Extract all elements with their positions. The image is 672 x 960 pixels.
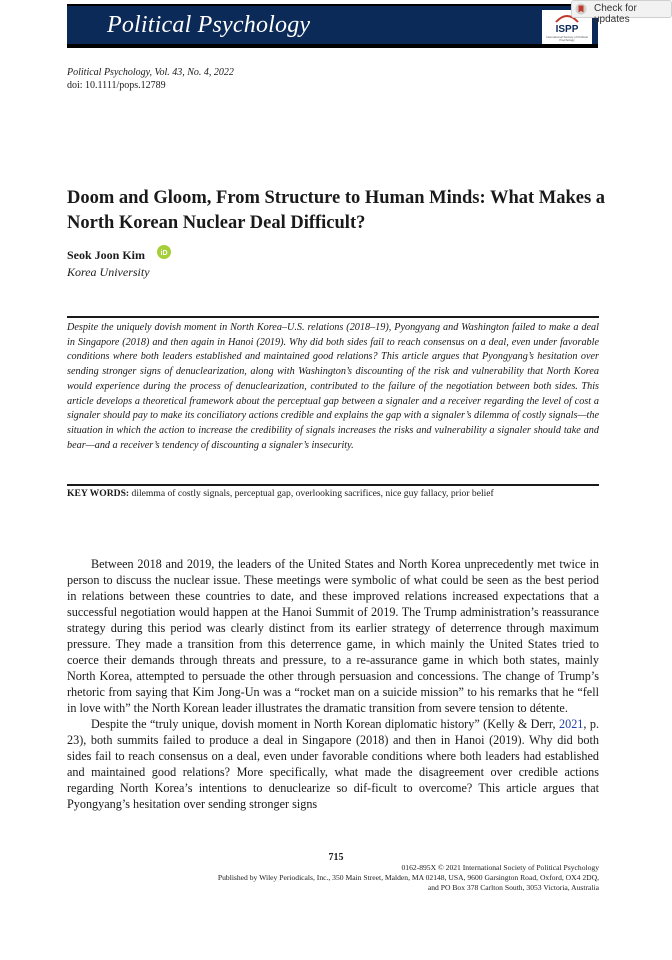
orcid-icon[interactable] bbox=[157, 245, 171, 259]
keywords-label: KEY WORDS: bbox=[67, 488, 130, 499]
abstract-bottom-rule bbox=[67, 484, 599, 486]
journal-citation: Political Psychology, Vol. 43, No. 4, 2022 bbox=[67, 67, 234, 78]
check-for-updates-button[interactable] bbox=[571, 0, 672, 25]
check-updates-label: Check for updates bbox=[594, 3, 637, 25]
body-text bbox=[67, 556, 599, 812]
abstract-top-rule bbox=[67, 316, 599, 318]
journal-title: Political Psychology bbox=[107, 12, 311, 38]
issn-line: 0162-895X © 2021 International Society of Political Psychology bbox=[401, 863, 599, 872]
svg-text:iD: iD bbox=[160, 250, 168, 257]
body-paragraph-1: Between 2018 and 2019, the leaders of the United States and North Korea unprecedently met twice in person to discuss the nuclear issue. These meetings were symbolic of what could be seen as the best period in relations between these countries to date, and these improved relations increased expectations that a successful negotiation would happen at the Hanoi Summit of 2019. The Trump administration’s reassurance strategy during this period was clearly distinct from its earlier strategy of deterrence through maximum pressure. They made a transition from this deterrence game, in which mainly the United States tried to coerce their demands through threats and pressure, to a re-assurance game in which both states, mainly North Korea, attempted to persuade the other through persuasion and concessions. The change of Trump’s rhetoric from saying that Kim Jong-Un was a “rocket man on a suicide mission” to his remarks that he “fell in love with” the North Korean leader illustrates the dramatic transition from severe tension to détente. bbox=[67, 557, 599, 715]
author-affiliation: Korea University bbox=[67, 265, 150, 279]
keywords-list: dilemma of costly signals, perceptual gap, overlooking sacrifices, nice guy fallacy, prior belief bbox=[131, 488, 494, 499]
publisher-line-1: Published by Wiley Periodicals, Inc., 350 Main Street, Malden, MA 02148, USA, 9600 Garsington Road, Oxford, OX4 2DQ, bbox=[217, 873, 599, 882]
paragraph-2-text-a: Despite the “truly unique, dovish moment in North Korean diplomatic history” (Kelly & Derr, bbox=[91, 717, 559, 731]
publisher-footer bbox=[79, 863, 599, 893]
reference-link-2021[interactable]: 2021 bbox=[559, 717, 584, 731]
author-name[interactable]: Seok Joon Kim bbox=[67, 248, 146, 262]
doi-text[interactable]: doi: 10.1111/pops.12789 bbox=[67, 80, 166, 91]
body-paragraph-2 bbox=[67, 716, 599, 812]
citation-block bbox=[67, 66, 234, 92]
abstract-text: Despite the uniquely dovish moment in North Korea–U.S. relations (2018–19), Pyongyang and Washington failed to make a deal in Singapore (2018) and then again in Hanoi (2019). Why did both sides fail to reach consensus on a deal, even under favorable conditions where both leaders established and maintained good relations? This article argues that Pyongyang’s hesitation over sending stronger signs of denuclearization, along with Washington’s discounting of the risk and vulnerability that North Korea would experience during the process of denuclearization, contributed to the failure of the negotiation between both sides. This article develops a theoretical framework about the perceptual gap between a signaler and a receiver regarding the level of cost a signaler should pay to make its conciliatory actions credible and explains the gap with a signaler’s dilemma of costly signals—the situation in which the action to increase the credibility of signals increases the risks and vulnerability a signaler should take and bear—and a receiver’s tendency of discounting a signaler’s insecurity. bbox=[67, 322, 599, 451]
journal-banner bbox=[67, 4, 598, 48]
ispp-logo-subtext: International Society of Political Psychology bbox=[546, 35, 588, 42]
article-title: Doom and Gloom, From Structure to Human Minds: What Makes a North Korean Nuclear Deal Difficult? bbox=[67, 188, 606, 233]
keywords bbox=[67, 488, 599, 500]
ispp-logo-text: ISPP bbox=[555, 24, 579, 35]
check-updates-icon bbox=[575, 3, 587, 15]
publisher-line-2: and PO Box 378 Carlton South, 3053 Victoria, Australia bbox=[427, 883, 599, 892]
page-number: 715 bbox=[328, 852, 344, 863]
paragraph-2-text-b: , p. 23), both summits failed to produce a deal in Singapore (2018) and then in Hanoi (2019). Why did both sides fail to reach consensus on a deal, even under favorable conditions where both leaders had established and maintained good relations? More specifically, what made the disagreement over credible actions regarding North Korea’s intentions to denuclearize so dif-ficult to overcome? This article argues that Pyongyang’s hesitation over sending stronger signs bbox=[67, 717, 599, 811]
